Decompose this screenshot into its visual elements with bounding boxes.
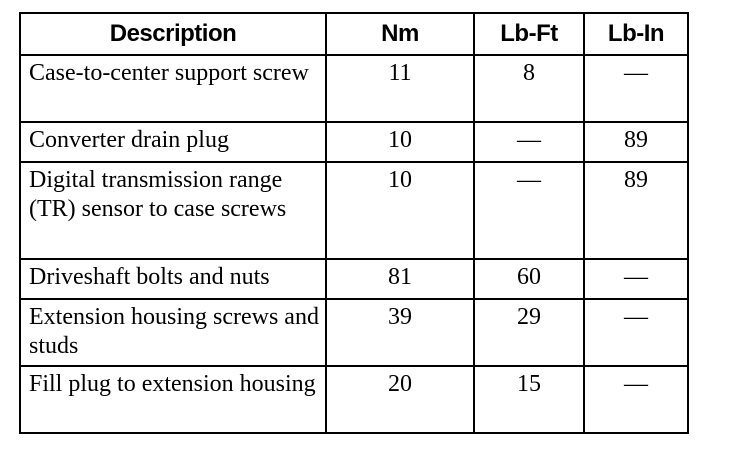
header-nm: Nm [326, 13, 474, 55]
cell-nm: 20 [326, 366, 474, 433]
cell-lb-in: — [584, 259, 688, 299]
cell-description: Fill plug to extension housing [20, 366, 326, 433]
cell-lb-in: — [584, 299, 688, 366]
cell-lb-ft: 60 [474, 259, 584, 299]
cell-description: Driveshaft bolts and nuts [20, 259, 326, 299]
table-body [20, 55, 688, 433]
table-row [20, 162, 688, 259]
cell-description: Converter drain plug [20, 122, 326, 162]
cell-nm: 10 [326, 122, 474, 162]
header-lb-ft: Lb-Ft [474, 13, 584, 55]
cell-nm: 10 [326, 162, 474, 259]
header-lb-in: Lb-In [584, 13, 688, 55]
cell-lb-in: 89 [584, 162, 688, 259]
table-header [20, 13, 688, 55]
cell-description: Case-to-center support screw [20, 55, 326, 122]
cell-lb-ft: — [474, 162, 584, 259]
cell-lb-ft: 15 [474, 366, 584, 433]
table-row [20, 122, 688, 162]
cell-description: Extension housing screws and studs [20, 299, 326, 366]
table-row [20, 55, 688, 122]
cell-lb-ft: — [474, 122, 584, 162]
table-row [20, 259, 688, 299]
cell-lb-ft: 29 [474, 299, 584, 366]
cell-nm: 11 [326, 55, 474, 122]
torque-spec-table [19, 12, 689, 434]
cell-lb-in: — [584, 55, 688, 122]
cell-lb-in: — [584, 366, 688, 433]
cell-lb-ft: 8 [474, 55, 584, 122]
cell-nm: 81 [326, 259, 474, 299]
header-row [20, 13, 688, 55]
table-row [20, 366, 688, 433]
cell-nm: 39 [326, 299, 474, 366]
cell-lb-in: 89 [584, 122, 688, 162]
cell-description: Digital transmission range (TR) sensor to case screws [20, 162, 326, 259]
table-row [20, 299, 688, 366]
header-description: Description [20, 13, 326, 55]
